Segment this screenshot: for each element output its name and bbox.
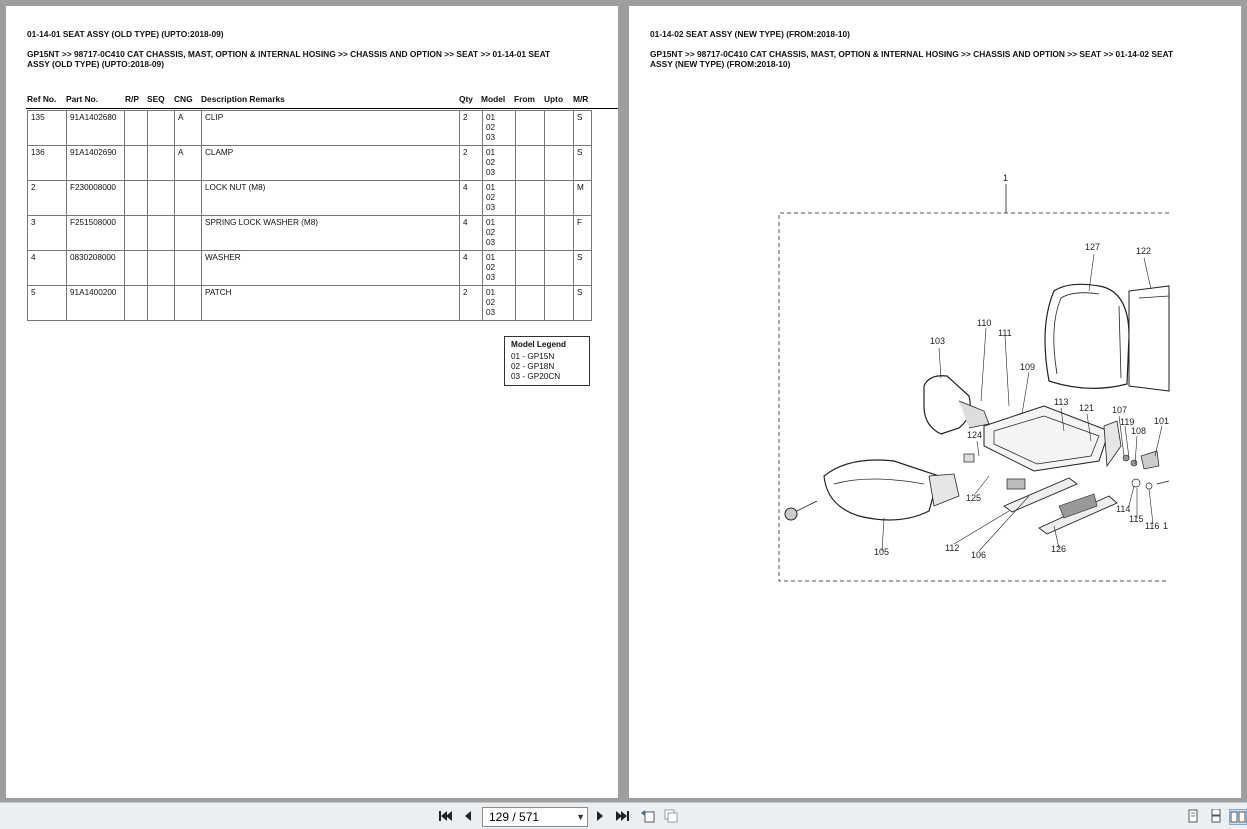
model-code: 03 [486,133,496,142]
model-code: 02 [486,298,496,307]
cell-part: 91A1402690 [67,146,125,181]
col-upto: Upto [544,94,564,104]
cell-rp [125,216,148,251]
cell-model [483,251,516,286]
callout-label: 1 [1003,173,1009,183]
cell-ref: 5 [28,286,67,321]
cell-rp [125,181,148,216]
callout-label: 122 [1136,246,1152,256]
cell-mr: S [574,251,592,286]
cell-mr: S [574,286,592,321]
cell-model [483,216,516,251]
callout-label: 101 [1154,416,1170,426]
callout-label: 115 [1129,514,1144,524]
cell-rp [125,111,148,146]
cell-mr: S [574,146,592,181]
cell-rp [125,146,148,181]
left-page [6,6,618,798]
col-qty: Qty [459,94,473,104]
model-code: 02 [486,263,496,272]
breadcrumb [27,49,617,69]
cell-cng: A [175,146,202,181]
legend-item: 02 - GP18N [511,362,555,371]
two-page-icon[interactable] [1229,809,1247,825]
table-row [28,251,592,286]
parts-table [27,110,592,321]
callout-label: 124 [967,430,983,440]
cell-desc: CLAMP [202,146,460,181]
col-part: Part No. [66,94,99,104]
breadcrumb-line-1: GP15NT >> 98717-0C410 CAT CHASSIS, MAST, OPTION & INTERNAL HOSING >> CHASSIS AND OPTION >> SEAT >> 01-14-01 SEAT [27,49,551,59]
cell-ref: 136 [28,146,67,181]
model-code: 03 [486,273,496,282]
cell-upto [545,216,574,251]
model-code: 02 [486,123,496,132]
col-desc: Description Remarks [201,94,285,104]
cell-from [516,146,545,181]
cell-seq [148,286,175,321]
cell-from [516,181,545,216]
continuous-icon[interactable] [1208,809,1224,823]
cell-model [483,181,516,216]
col-seq: SEQ [147,94,165,104]
callout-label: 109 [1020,362,1036,372]
callout-label: 127 [1085,242,1101,252]
page-number-select[interactable] [482,807,588,827]
model-code: 02 [486,158,496,167]
legend-item: 01 - GP15N [511,352,555,361]
back-view-icon[interactable] [640,809,656,823]
callout-label: 114 [1116,504,1131,514]
cell-qty: 2 [460,146,483,181]
cell-part: F251508000 [67,216,125,251]
cell-qty: 4 [460,251,483,286]
last-page-icon[interactable] [615,809,631,823]
page-indicator: 129 / 571 [489,810,540,824]
cell-ref: 4 [28,251,67,286]
cell-mr: S [574,111,592,146]
model-code: 03 [486,238,496,247]
cell-seq [148,181,175,216]
col-mr: M/R [573,94,589,104]
cell-part: 91A1400200 [67,286,125,321]
cell-cng [175,216,202,251]
callout-label: 113 [1054,397,1069,407]
cell-from [516,216,545,251]
section-title: 01-14-01 SEAT ASSY (OLD TYPE) (UPTO:2018-09) [27,29,224,39]
callout-label: 1 [1163,521,1169,531]
callout-label: 103 [930,336,946,346]
legend-item: 03 - GP20CN [511,372,561,381]
callout-label: 126 [1051,544,1067,554]
cell-model [483,286,516,321]
callout-label: 112 [945,543,960,553]
cell-ref: 3 [28,216,67,251]
cell-upto [545,111,574,146]
legend-title: Model Legend [511,340,567,349]
exploded-view-diagram [629,6,1241,798]
cell-from [516,286,545,321]
table-row [28,181,592,216]
callout-label: 110 [977,318,992,328]
callout-label: 111 [998,328,1012,338]
cell-cng [175,181,202,216]
cell-upto [545,146,574,181]
model-code: 01 [486,183,496,192]
cell-model [483,146,516,181]
first-page-icon[interactable] [437,809,453,823]
right-page [629,6,1241,798]
model-code: 01 [486,113,496,122]
section-title: 01-14-02 SEAT ASSY (NEW TYPE) (FROM:2018-10) [650,29,850,39]
prev-page-icon[interactable] [460,809,476,823]
cell-cng: A [175,111,202,146]
model-code: 03 [486,203,496,212]
model-legend [504,336,590,386]
forward-view-icon[interactable] [663,809,679,823]
cell-desc: SPRING LOCK WASHER (M8) [202,216,460,251]
viewer-toolbar [0,802,1247,829]
cell-part: 0830208000 [67,251,125,286]
cell-ref: 135 [28,111,67,146]
callout-label: 119 [1120,417,1135,427]
callout-label: 116 [1145,521,1160,531]
cell-desc: WASHER [202,251,460,286]
cell-upto [545,286,574,321]
callout-label: 108 [1131,426,1147,436]
cell-part: F230008000 [67,181,125,216]
cell-rp [125,251,148,286]
col-ref: Ref No. [27,94,57,104]
cell-desc: LOCK NUT (M8) [202,181,460,216]
cell-from [516,251,545,286]
cell-desc: CLIP [202,111,460,146]
model-code: 02 [486,228,496,237]
cell-cng [175,286,202,321]
callout-label: 106 [971,550,987,560]
cell-qty: 4 [460,181,483,216]
model-code: 01 [486,253,496,262]
cell-seq [148,251,175,286]
model-code: 01 [486,218,496,227]
table-row [28,286,592,321]
cell-from [516,111,545,146]
cell-model [483,111,516,146]
single-page-icon[interactable] [1185,809,1201,823]
callout-label: 107 [1112,405,1128,415]
callout-label: 125 [966,493,982,503]
breadcrumb-line-2: ASSY (OLD TYPE) (UPTO:2018-09) [27,59,164,69]
cell-upto [545,181,574,216]
cell-seq [148,146,175,181]
col-model: Model [481,94,506,104]
dropdown-arrow-icon: ▼ [576,812,585,822]
cell-qty: 4 [460,216,483,251]
cell-desc: PATCH [202,286,460,321]
model-code: 02 [486,193,496,202]
model-code: 03 [486,308,496,317]
header-rule [26,108,618,109]
table-row [28,111,592,146]
next-page-icon[interactable] [592,809,608,823]
cell-cng [175,251,202,286]
table-row [28,146,592,181]
cell-mr: M [574,181,592,216]
breadcrumb-line-1: GP15NT >> 98717-0C410 CAT CHASSIS, MAST, OPTION & INTERNAL HOSING >> CHASSIS AND OPTION >> SEAT >> 01-14-02 SEAT [650,49,1174,59]
callout-label: 121 [1079,403,1095,413]
cell-qty: 2 [460,286,483,321]
callout-label: 105 [874,547,890,557]
breadcrumb-line-2: ASSY (NEW TYPE) (FROM:2018-10) [650,59,791,69]
cell-rp [125,286,148,321]
col-cng: CNG [174,94,193,104]
cell-ref: 2 [28,181,67,216]
cell-seq [148,111,175,146]
col-from: From [514,94,535,104]
cell-part: 91A1402680 [67,111,125,146]
cell-qty: 2 [460,111,483,146]
model-code: 03 [486,168,496,177]
cell-mr: F [574,216,592,251]
cell-upto [545,251,574,286]
cell-seq [148,216,175,251]
table-row [28,216,592,251]
model-code: 01 [486,148,496,157]
model-code: 01 [486,288,496,297]
col-rp: R/P [125,94,139,104]
